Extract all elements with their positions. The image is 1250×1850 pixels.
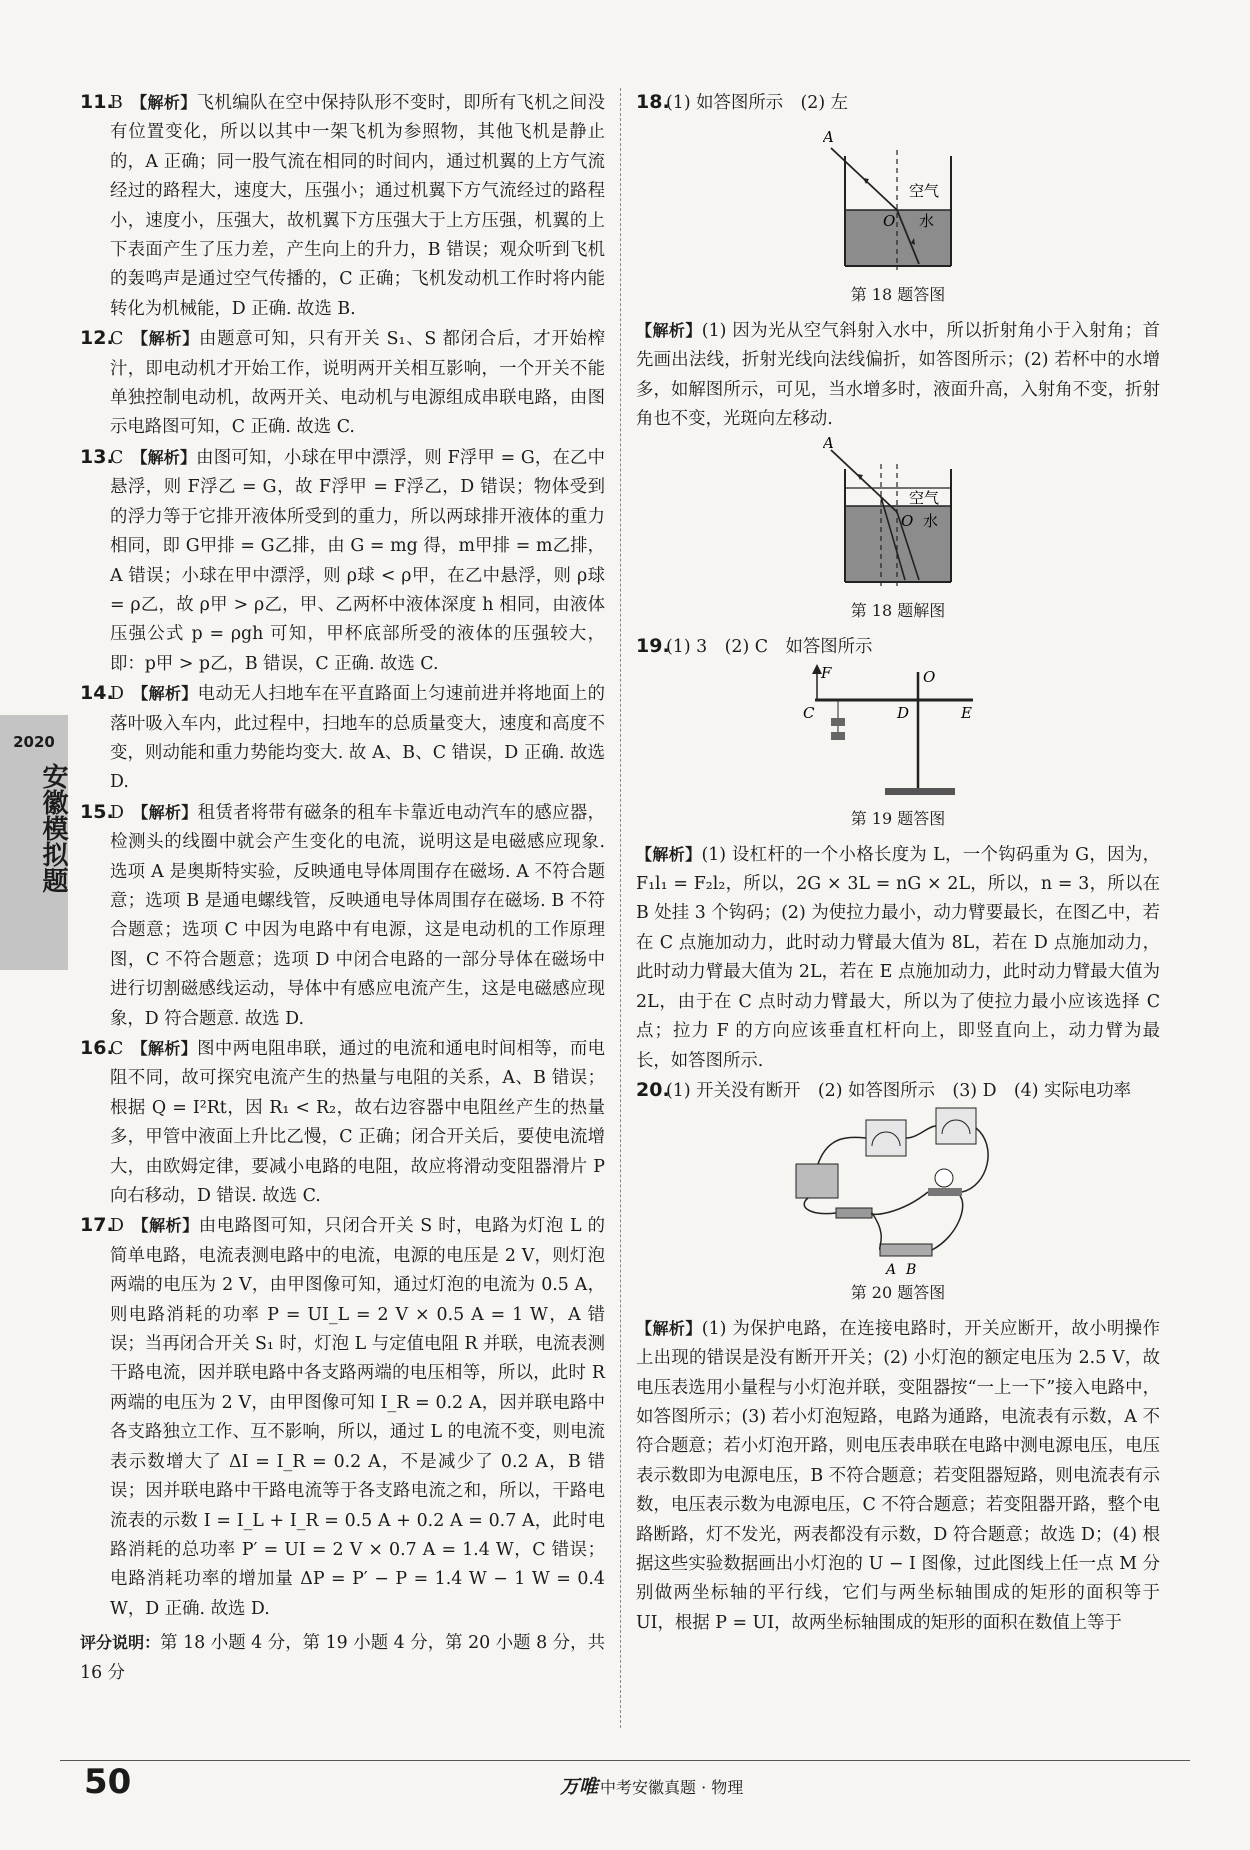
battery <box>796 1164 838 1198</box>
label-a: A <box>886 1262 897 1277</box>
refraction-diagram <box>823 118 973 278</box>
question-13: 13.C 【解析】由图可知，小球在甲中漂浮，则 F浮甲 = G，在乙中悬浮，则 F浮乙 = G，故 F浮甲 = F浮乙，D 错误；物体受到的浮力等于它排开液体所受到的重力，所以两球排开液体的重力相同，即 G甲排 = G乙排，由 G = mg 得，m甲排 = m乙排，A 错误；小球在甲中漂浮，则 ρ球 < ρ甲，在乙中悬浮，则 ρ球 = ρ乙，故 ρ甲 > ρ乙，甲、乙两杯中液体深度 h 相同，由液体压强公式 p = ρgh 可知，甲杯底部所受的液体的压强较大，即：p甲 > p乙，B 错误，C 正确. 故选 C. <box>80 445 605 674</box>
question-16: 16.C 【解析】图中两电阻串联，通过的电流和通电时间相等，而电阻不同，故可探究电流产生的热量与电阻的关系，A、B 错误；根据 Q = I²Rt，因 R₁ < R₂，故右边容器中电阻丝产生的热量多，甲管中液面上升比乙慢，C 正确；闭合开关后，要使电流增大，由欧姆定律，要减小电路的电阻，故应将滑动变阻器滑片 P 向右移动，D 错误. 故选 C. <box>80 1037 605 1207</box>
rheostat <box>880 1244 932 1256</box>
question-11: 11.B 【解析】飞机编队在空中保持队形不变时，即所有飞机之间没有位置变化，所以以其中一架飞机为参照物，其他飞机是静止的，A 正确；同一股气流在相同的时间内，通过机翼的上方气流经过的路程大，速度大，压强小；通过机翼下方气流经过的路程小，速度小，压强大，故机翼下方压强大于上方压强，机翼的上下表面产生了压力差，产生向上的升力，B 错误；观众听到飞机的轰鸣声是通过空气传播的，C 正确；飞机发动机工作时将内能转化为机械能，D 正确. 故选 B. <box>80 91 605 319</box>
figure-20-answer <box>636 1106 1160 1276</box>
label-c: C <box>803 704 815 723</box>
left-column <box>80 88 605 1688</box>
question-19: 19.(1) 3 (2) C 如答图所示 <box>636 634 873 657</box>
figure-20-caption: 第 20 题答图 <box>850 1283 946 1303</box>
explanation-18: 【解析】(1) 因为光从空气斜射入水中，所以折射角小于入射角；首先画出法线，折射光线向法线偏折，如答图所示；(2) 若杯中的水增多，如解图所示，可见，当水增多时，液面升高，入射角不变，折射角也不变，光斑向左移动. <box>636 320 1160 430</box>
label-air: 空气 <box>909 489 940 508</box>
label-d: D <box>897 704 910 723</box>
label-b: B <box>906 1262 917 1277</box>
voltmeter <box>936 1108 976 1144</box>
label-o: O <box>901 512 914 531</box>
label-f: F <box>821 664 832 683</box>
scoring-note: 评分说明：第 18 小题 4 分，第 19 小题 4 分，第 20 小题 8 分，共 16 分 <box>80 1633 605 1683</box>
question-17: 17.D 【解析】由电路图可知，只闭合开关 S 时，电路为灯泡 L 的简单电路，电流表测电路中的电流，电源的电压是 2 V，则灯泡两端的电压为 2 V，由甲图像可知，通过灯泡的电流为 0.5 A，则电路消耗的功率 P = UI_L = 2 V × 0.5 A = 1 W，A 错误；当再闭合开关 S₁ 时，灯泡 L 与定值电阻 R 并联，电流表测干路电流，因并联电路中各支路两端的电压相等，所以，此时 R 两端的电压为 2 V，由甲图像可知 I_R = 0.2 A，因并联电路中各支路独立工作、互不影响，所以，通过 L 的电流不变，则电流表示数增大了 ΔI = I_R = 0.2 A，不是减少了 0.2 A，B 错误；因并联电路中干路电流等于各支路电流之和，所以，干路电流表的示数 I = I_L + I_R = 0.5 A + 0.2 A = 0.7 A，此时电路消耗的总功率 P′ = UI = 2 V × 0.7 A = 1.4 W，C 错误；电路消耗功率的增加量 ΔP = P′ − P = 1.4 W − 1 W = 0.4 W，D 正确. 故选 D. <box>80 1214 605 1619</box>
label-a: A <box>823 128 834 147</box>
question-12: 12.C 【解析】由题意可知，只有开关 S₁、S 都闭合后，才开始榨汁，即电动机才开始工作，说明两开关相互影响，一个开关不能单独控制电动机，故两开关、电动机与电源组成串联电路，由图示电路图可知，C 正确. 故选 C. <box>80 327 605 438</box>
label-water: 水 <box>923 512 939 531</box>
figure-19-answer <box>636 662 1160 802</box>
lever-diagram <box>803 662 993 802</box>
water-region <box>846 210 950 265</box>
question-15: 15.D 【解析】租赁者将带有磁条的租车卡靠近电动汽车的感应器，检测头的线圈中就会产生变化的电流，说明这是电磁感应现象. 选项 A 是奥斯特实验，反映通电导体周围存在磁场. A 不符合题意；选项 B 是通电螺线管，反映通电导体周围存在磁场. B 不符合题意；选项 C 中因为电路中有电源，这是电动机的工作原理图，C 不符合题意；选项 D 中闭合电路的一部分导体在磁场中进行切割磁感线运动，导体中有感应电流产生，这是电磁感应现象，D 符合题意. 故选 D. <box>80 800 605 1029</box>
circuit-diagram <box>768 1106 1028 1276</box>
figure-18-answer-caption: 第 18 题答图 <box>850 285 946 305</box>
right-column <box>636 88 1160 1638</box>
label-o: O <box>923 668 936 687</box>
stand-base <box>885 788 955 795</box>
question-18: 18.(1) 如答图所示 (2) 左 <box>636 91 849 113</box>
switch <box>836 1208 872 1218</box>
ammeter <box>866 1120 906 1156</box>
label-air: 空气 <box>909 182 940 201</box>
label-a: A <box>823 434 834 453</box>
question-14: 14.D 【解析】电动无人扫地车在平直路面上匀速前进并将地面上的落叶吸入车内，此过程中，扫地车的总质量变大，速度和高度不变，则动能和重力势能均变大. 故 A、B、C 错误，D 正确. 故选 D. <box>80 682 605 793</box>
side-tab-year: 2020 <box>13 733 55 751</box>
page-number: 50 <box>84 1762 132 1802</box>
figure-18-solution-caption: 第 18 题解图 <box>850 601 946 621</box>
column-divider <box>620 88 621 1728</box>
footer-rule <box>60 1760 1190 1761</box>
question-20: 20.(1) 开关没有断开 (2) 如答图所示 (3) D (4) 实际电功率 <box>636 1078 1132 1101</box>
figure-18-answer <box>636 118 1160 278</box>
side-tab <box>0 715 68 970</box>
figure-18-solution <box>636 434 1160 594</box>
side-tab-title: 安徽模拟题 <box>38 763 68 893</box>
refraction-solution-diagram <box>823 434 973 594</box>
footer-brand: 万唯 中考安徽真题 · 物理 <box>560 1776 744 1798</box>
label-water: 水 <box>919 212 935 231</box>
figure-19-caption: 第 19 题答图 <box>850 809 946 829</box>
label-e: E <box>961 704 972 723</box>
explanation-20: 【解析】(1) 为保护电路，在连接电路时，开关应断开，故小明操作上出现的错误是没有断开开关；(2) 小灯泡的额定电压为 2.5 V，故电压表选用小量程与小灯泡并联，变阻器按“一上一下”接入电路中，如答图所示；(3) 若小灯泡短路，电路为通路，电流表有示数，A 不符合题意；若小灯泡开路，则电压表串联在电路中测电源电压，电压表示数即为电源电压，B 不符合题意；若变阻器短路，则电流表有示数，电压表示数为电源电压，C 不符合题意；若变阻器开路，整个电路断路，灯不发光，两表都没有示数，D 符合题意；故选 D；(4) 根据这些实验数据画出小灯泡的 U − I 图像，过此图线上任一点 M 分别做两坐标轴的平行线，它们与两坐标轴围成的矩形的面积等于 UI，根据 P = UI，故两坐标轴围成的矩形的面积在数值上等于 <box>636 1318 1160 1633</box>
label-o: O <box>883 212 896 231</box>
explanation-19: 【解析】(1) 设杠杆的一个小格长度为 L，一个钩码重为 G，因为，F₁l₁ = F₂l₂，所以，2G × 3L = nG × 2L，所以，n = 3，所以在 B 处挂 3 个钩码；(2) 为使拉力最小，动力臂要最长，在图乙中，若在 C 点施加动力，此时动力臂最大值为 8L，若在 D 点施加动力，此时动力臂最大值为 2L，若在 E 点施加动力，此时动力臂最大值为 2L，由于在 C 点时动力臂最大，所以为了使拉力最小应该选择 C 点；拉力 F 的方向应该垂直杠杆向上，即竖直向上，动力臂为最长，如答图所示. <box>636 844 1160 1071</box>
bulb <box>935 1169 953 1187</box>
